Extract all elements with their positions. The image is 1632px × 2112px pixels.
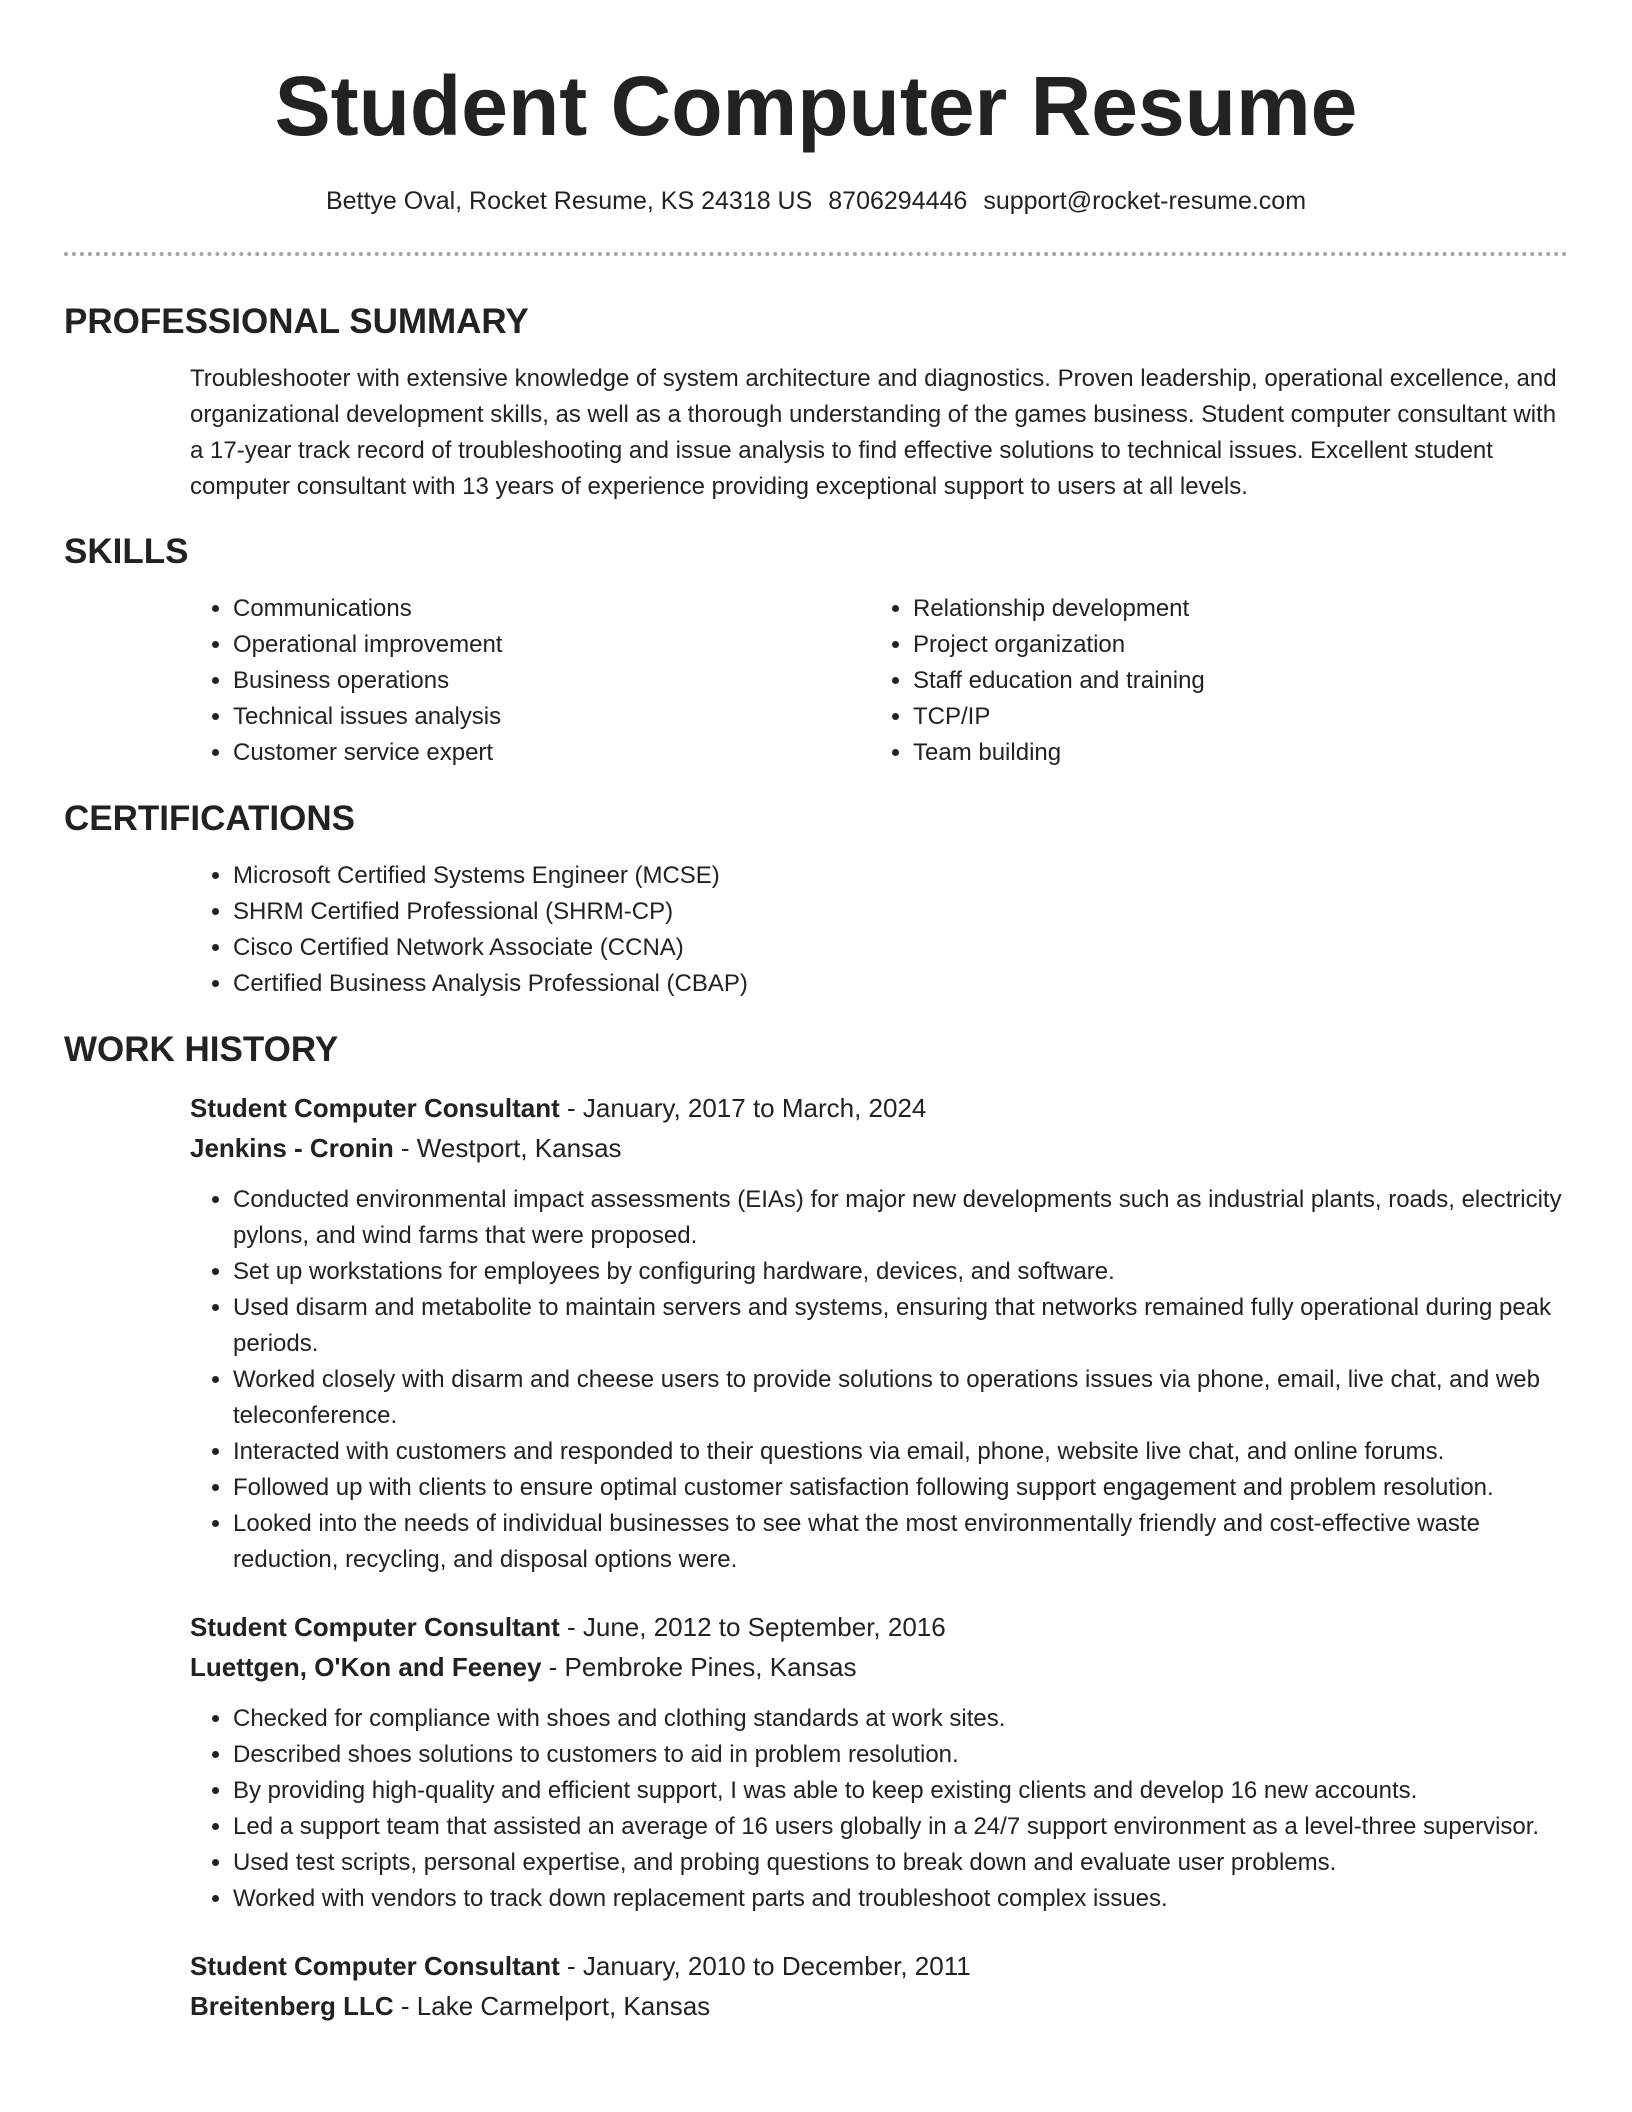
job-bullet: • Described shoes solutions to customers to aid in problem resolution.: [233, 1737, 1570, 1773]
skill-item: • Communications: [233, 591, 870, 627]
work-history-heading: WORK HISTORY: [64, 1030, 339, 1069]
contact-email[interactable]: support@rocket-resume.com: [983, 187, 1307, 215]
job-bullet: • By providing high-quality and efficient support, I was able to keep existing clients and develop 16 new accounts.: [233, 1773, 1570, 1809]
job-company: Jenkins - Cronin: [190, 1133, 394, 1163]
header-divider: [64, 252, 1568, 256]
skill-item: • Relationship development: [913, 591, 1550, 627]
skill-item: • Operational improvement: [233, 627, 870, 663]
certification-item: • Microsoft Certified Systems Engineer (MCSE): [233, 858, 1570, 894]
certification-item: • SHRM Certified Professional (SHRM-CP): [233, 894, 1570, 930]
job-bullet: • Set up workstations for employees by configuring hardware, devices, and software.: [233, 1254, 1570, 1290]
job-dates: - June, 2012 to September, 2016: [559, 1612, 946, 1642]
contact-line: [0, 184, 1632, 218]
certifications-list: [190, 858, 1570, 1002]
job-company-line: [190, 1986, 1570, 2026]
job-bullet: • Used disarm and metabolite to maintain servers and systems, ensuring that networks remained fully operational during peak periods.: [233, 1290, 1570, 1362]
skill-item: • TCP/IP: [913, 699, 1550, 735]
job-bullet: • Checked for compliance with shoes and clothing standards at work sites.: [233, 1701, 1570, 1737]
skill-item: • Technical issues analysis: [233, 699, 870, 735]
job-company: Breitenberg LLC: [190, 1991, 394, 2021]
skill-item: • Team building: [913, 735, 1550, 771]
job-bullet: • Used test scripts, personal expertise, and probing questions to break down and evaluate user problems.: [233, 1845, 1570, 1881]
job-title-line: [190, 1607, 1570, 1647]
skills-column-left: [190, 591, 870, 771]
job-bullet: • Led a support team that assisted an average of 16 users globally in a 24/7 support environment as a level-three supervisor.: [233, 1809, 1570, 1845]
skill-item: • Customer service expert: [233, 735, 870, 771]
job-company-line: [190, 1128, 1570, 1168]
job-dates: - January, 2017 to March, 2024: [559, 1093, 927, 1123]
job-title-line: [190, 1088, 1570, 1128]
job-bullet: • Followed up with clients to ensure optimal customer satisfaction following support engagement and problem resolution.: [233, 1470, 1570, 1506]
job-location: - Westport, Kansas: [393, 1133, 622, 1163]
resume-title: Student Computer Resume: [274, 59, 1358, 153]
job-company-line: [190, 1647, 1570, 1687]
certifications-heading: CERTIFICATIONS: [64, 799, 356, 838]
contact-address: Bettye Oval, Rocket Resume, KS 24318 US: [325, 187, 813, 215]
job-bullet: • Conducted environmental impact assessments (EIAs) for major new developments such as industrial plants, roads, electricity pylons, and wind farms that were proposed.: [233, 1182, 1570, 1254]
job-location: - Pembroke Pines, Kansas: [541, 1652, 857, 1682]
skills-heading: SKILLS: [64, 532, 189, 571]
job-entry: [190, 1607, 1570, 1917]
contact-phone: 8706294446: [828, 187, 968, 215]
job-title: Student Computer Consultant: [190, 1951, 560, 1981]
job-bullet: • Looked into the needs of individual businesses to see what the most environmentally friendly and cost-effective waste reduction, recycling, and disposal options were.: [233, 1506, 1570, 1578]
skill-item: • Project organization: [913, 627, 1550, 663]
skills-grid: [190, 591, 1570, 771]
job-company: Luettgen, O'Kon and Feeney: [190, 1652, 542, 1682]
certification-item: • Certified Business Analysis Professional (CBAP): [233, 966, 1570, 1002]
job-dates: - January, 2010 to December, 2011: [559, 1951, 971, 1981]
job-title-line: [190, 1946, 1570, 1986]
job-bullet: • Worked closely with disarm and cheese users to provide solutions to operations issues via phone, email, live chat, and web teleconference.: [233, 1362, 1570, 1434]
summary-heading: PROFESSIONAL SUMMARY: [64, 302, 529, 341]
job-bullet: • Interacted with customers and responded to their questions via email, phone, website live chat, and online forums.: [233, 1434, 1570, 1470]
job-title: Student Computer Consultant: [190, 1612, 560, 1642]
job-location: - Lake Carmelport, Kansas: [393, 1991, 711, 2021]
summary-text: Troubleshooter with extensive knowledge of system architecture and diagnostics. Proven leadership, operational excellence, and organizational development skills, as well as a thorough understanding of the games business. Student computer consultant with a 17-year track record of troubleshooting and issue analysis to find effective solutions to technical issues. Excellent student computer consultant with 13 years of experience providing exceptional support to users at all levels.: [190, 365, 1557, 500]
job-bullet: • Worked with vendors to track down replacement parts and troubleshoot complex issues.: [233, 1881, 1570, 1917]
job-entry: [190, 1088, 1570, 1578]
skill-item: • Staff education and training: [913, 663, 1550, 699]
skills-column-right: [870, 591, 1550, 771]
job-title: Student Computer Consultant: [190, 1093, 560, 1123]
skill-item: • Business operations: [233, 663, 870, 699]
job-entry: [190, 1946, 1570, 2026]
certification-item: • Cisco Certified Network Associate (CCNA): [233, 930, 1570, 966]
